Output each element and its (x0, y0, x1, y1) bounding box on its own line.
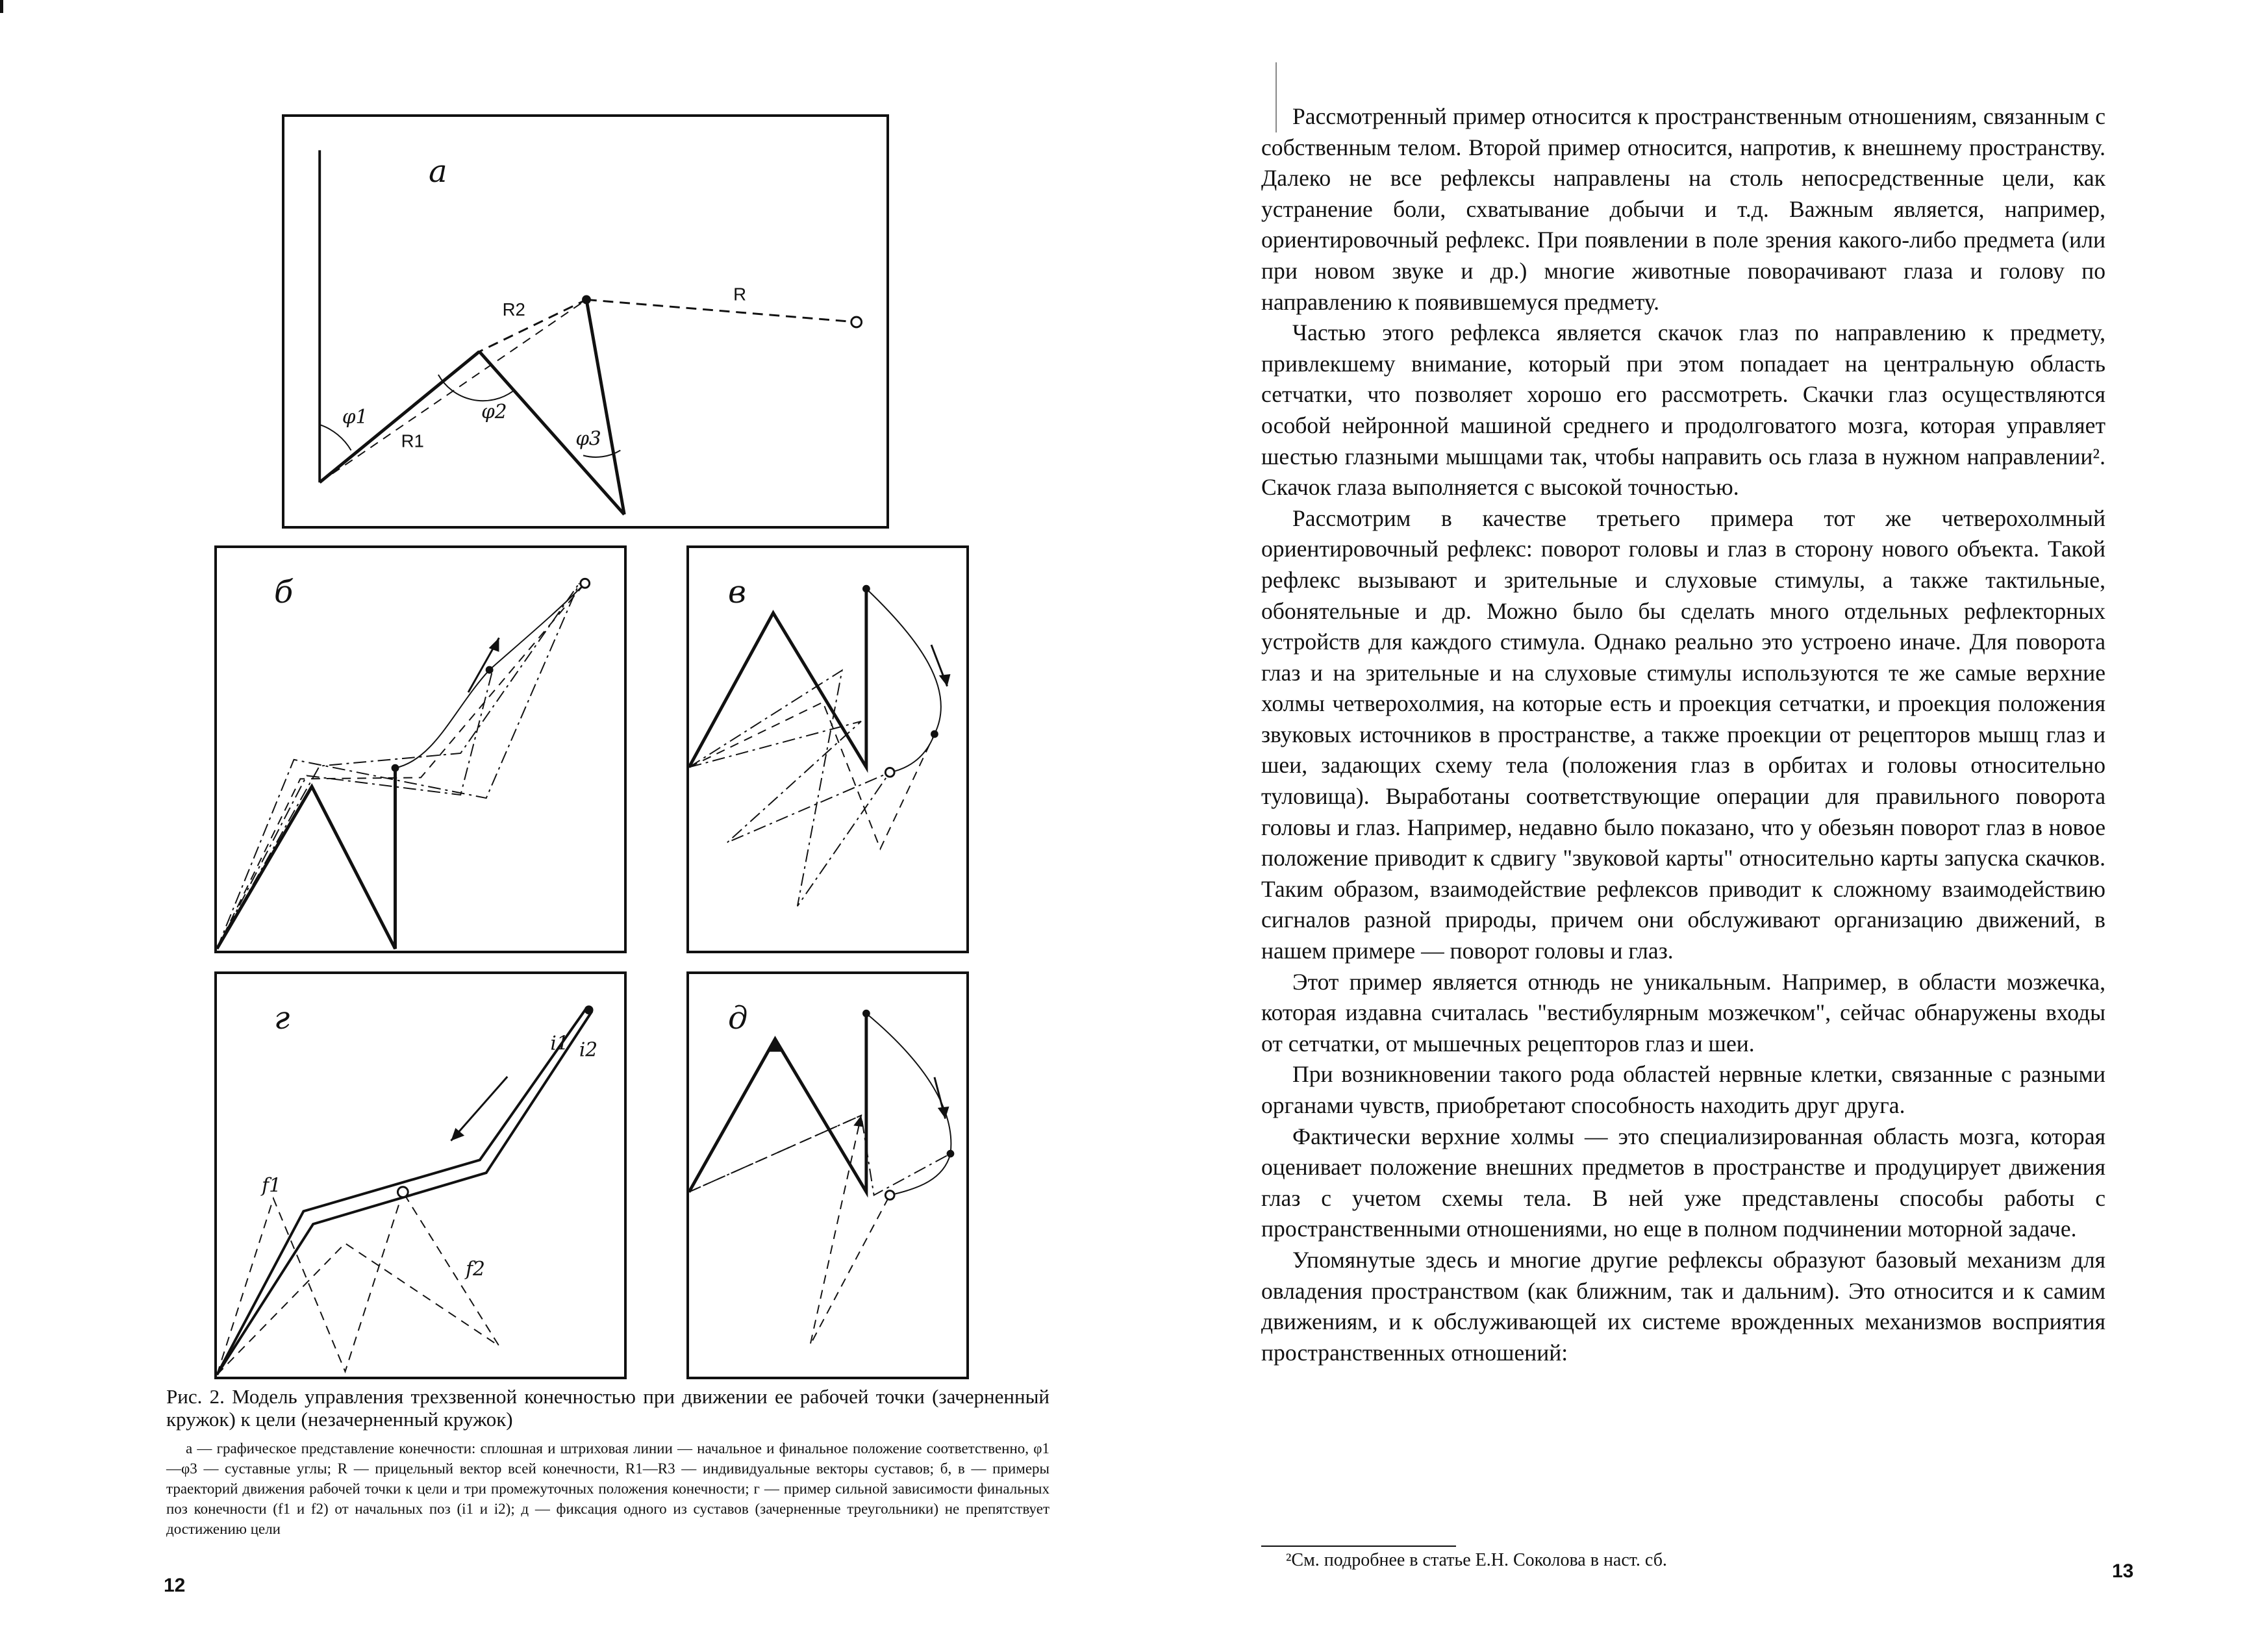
limb-dashed (689, 1116, 890, 1345)
limb-diagram-a (284, 117, 886, 526)
final-limb-f1 (217, 1192, 403, 1375)
left-page (0, 0, 1124, 1652)
panel-letter-d: д (728, 1000, 748, 1036)
footnote-rule (1261, 1546, 1456, 1547)
caption-title: Рис. 2. Модель управления трехзвенной конечностью при движении ее рабочей точки (зачерненный кружок) к цели (незачерненный кружок) (166, 1385, 1049, 1431)
label-phi2: φ2 (481, 401, 507, 423)
figure-caption (166, 1385, 1049, 1539)
label-f2: f2 (466, 1258, 485, 1281)
target-point-open (851, 317, 862, 327)
target-point-open (885, 768, 894, 777)
paragraph-7: Упомянутые здесь и многие другие рефлексы образуют базовый механизм для овладения пространством (как ближним, так и дальним). Это относится и к самим движениям, и к обслуживающей их системе врожденных механизмов восприятия пространственных отношений: (1261, 1246, 2105, 1366)
page-number-right: 13 (2112, 1560, 2134, 1582)
working-point-filled (862, 1010, 870, 1018)
label-i1: i1 (550, 1032, 569, 1055)
panel-letter-a: а (429, 153, 447, 190)
initial-limb-solid (217, 768, 395, 949)
intermediate-point (947, 1150, 955, 1158)
limb-dashdot-1 (689, 721, 890, 843)
footnote: ²См. подробнее в статье Е.Н. Соколова в наст. сб. (1286, 1550, 1667, 1570)
figure-panel-a (282, 114, 889, 529)
paragraph-6: Фактически верхние холмы — это специализированная область мозга, которая оценивает положение внешних предметов в пространстве и продуцирует движения глаз с учетом схемы тела. В ней уже представлены способы работы с пространственными отношениями, но еще в полном подчинении моторной задаче. (1261, 1123, 2105, 1242)
final-limb-f2 (217, 1192, 499, 1375)
figure-panel-b (214, 545, 627, 953)
paragraph-3: Рассмотрим в качестве третьего примера тот же четверохолмный ориентировочный рефлекс: поворот головы и глаз в сторону нового объекта. Такой рефлекс вызывают и зрительные и слуховые стимулы, а также тактильные, обонятельные и др. Можно было бы сделать много отдельных рефлекторных устройств для каждого стимула. Однако реально это устроено иначе. Для поворота глаз и на зрительные и на слуховые стимулы используются те же самые верхние холмы четверохолмия, на которые есть и проекция сетчатки, и проекция положения звуковых источников в пространстве, а также проекции от рецепторов мышц глаз и шеи, задающих схему тела (положения глаз в орбитах и головы относительно туловища). Выработаны соответствующие операции для правильного поворота головы и глаз. Например, недавно было показано, что у обезьян поворот глаз в новое положение приводит к сдвигу "звуковой карты" относительно карты запуска скачков. Таким образом, взаимодействие рефлексов приводит к сложному взаимодействию сигналов разной природы, причем они обслуживают организацию движений, в нашем примере — поворот головы и глаз. (1261, 505, 2105, 964)
scan-edge-mark (0, 0, 3, 13)
arrow-head (939, 674, 951, 686)
page-number-left: 12 (164, 1575, 186, 1596)
limb-dashdot-1 (689, 1116, 950, 1195)
intermediate-limb-dashdot-1 (217, 670, 493, 949)
limb-segment-2 (479, 351, 624, 514)
trajectory-curve (866, 589, 941, 773)
working-point-filled (584, 1005, 594, 1014)
caption-body: а — графическое представление конечности: сплошная и штриховая линии — начальное и финальное положение соответственно, φ1—φ3 — суставные углы; R — прицельный вектор всей конечности, R1—R3 — индивидуальные векторы суставов; б, в — примеры траекторий движения рабочей точки к цели и три промежуточных положения конечности; г — пример сильной зависимости финальных поз конечности (f1 и f2) от начальных поз (i1 и i2); д — фиксация одного из суставов (зачерненные треугольники) не препятствует достижению цели (166, 1440, 1049, 1537)
working-point-filled (582, 295, 591, 305)
working-point-filled (862, 585, 870, 593)
figure-panel-d (686, 971, 969, 1379)
paragraph-2: Частью этого рефлекса является скачок глаз по направлению к предмету, привлекшему внимание, который при этом попадает на центральную область сетчатки, что позволяет хорошо его рассмотреть. Скачки глаз осуществляются особой нейронной машиной среднего и продолговатого мозга, которая управляет шестью глазными мышцами так, чтобы направить ось глаза в нужном направлении². Скачок глаза выполняется с высокой точностью. (1261, 319, 2105, 501)
limb-diagram-d (689, 974, 966, 1377)
limb-diagram-g (217, 974, 624, 1377)
panel-letter-v: в (728, 574, 746, 610)
trajectory-curve (396, 583, 585, 768)
figure-panel-g (214, 971, 627, 1379)
target-point-open (581, 579, 590, 588)
label-phi3: φ3 (575, 427, 601, 450)
label-R: R (733, 284, 747, 305)
limb-dashdot-2 (689, 670, 890, 906)
paragraph-4: Этот пример является отнюдь не уникальным. Например, в области мозжечка, которая издавна считалась "вестибулярным мозжечком", сейчас обнаружены входы от сетчатки, от мышечных рецепторов глаз и шеи. (1261, 968, 2105, 1057)
angle-arc-phi1 (320, 425, 351, 450)
trajectory-curve (866, 1014, 951, 1195)
paragraph-1: Рассмотренный пример относится к пространственным отношениям, связанным с собственным телом. Второй пример относится, напротив, к внешнему пространству. Далеко не все рефлексы направлены на столь непосредственные цели, как устранение боли, схватывание добычи и т.д. Важным является, например, ориентировочный рефлекс. При появлении в поле зрения какого-либо предмета (или при новом звуке и др.) многие животные поворачивают глаза и голову по направлению к появившемуся предмету. (1261, 103, 2105, 315)
label-phi1: φ1 (342, 406, 368, 429)
body-text (1261, 101, 2105, 1368)
arrow-head (451, 1128, 464, 1141)
intermediate-point (931, 731, 938, 738)
panel-letter-b: б (274, 574, 294, 610)
aim-vector-R (586, 299, 857, 322)
initial-limb-solid (689, 1014, 866, 1192)
trajectory-diagram-b (217, 548, 624, 951)
trajectory-diagram-v (689, 548, 966, 951)
label-f1: f1 (262, 1174, 281, 1197)
working-point-filled (392, 764, 399, 772)
arrow-head (489, 638, 499, 652)
target-point-open (397, 1187, 408, 1197)
figure-panel-v (686, 545, 969, 953)
limb-dashed (689, 702, 935, 849)
label-R1: R1 (401, 431, 424, 451)
intermediate-point (486, 666, 494, 674)
joint-vector-line (320, 299, 586, 482)
initial-limb-solid (689, 589, 866, 768)
target-point-open (885, 1191, 894, 1200)
label-i2: i2 (579, 1038, 598, 1061)
panel-letter-g: г (274, 1000, 290, 1036)
paragraph-5: При возникновении такого рода областей нервные клетки, связанные с разными органами чувств, приобретают способность находить друг друга. (1261, 1061, 2105, 1118)
label-R2: R2 (502, 299, 525, 320)
